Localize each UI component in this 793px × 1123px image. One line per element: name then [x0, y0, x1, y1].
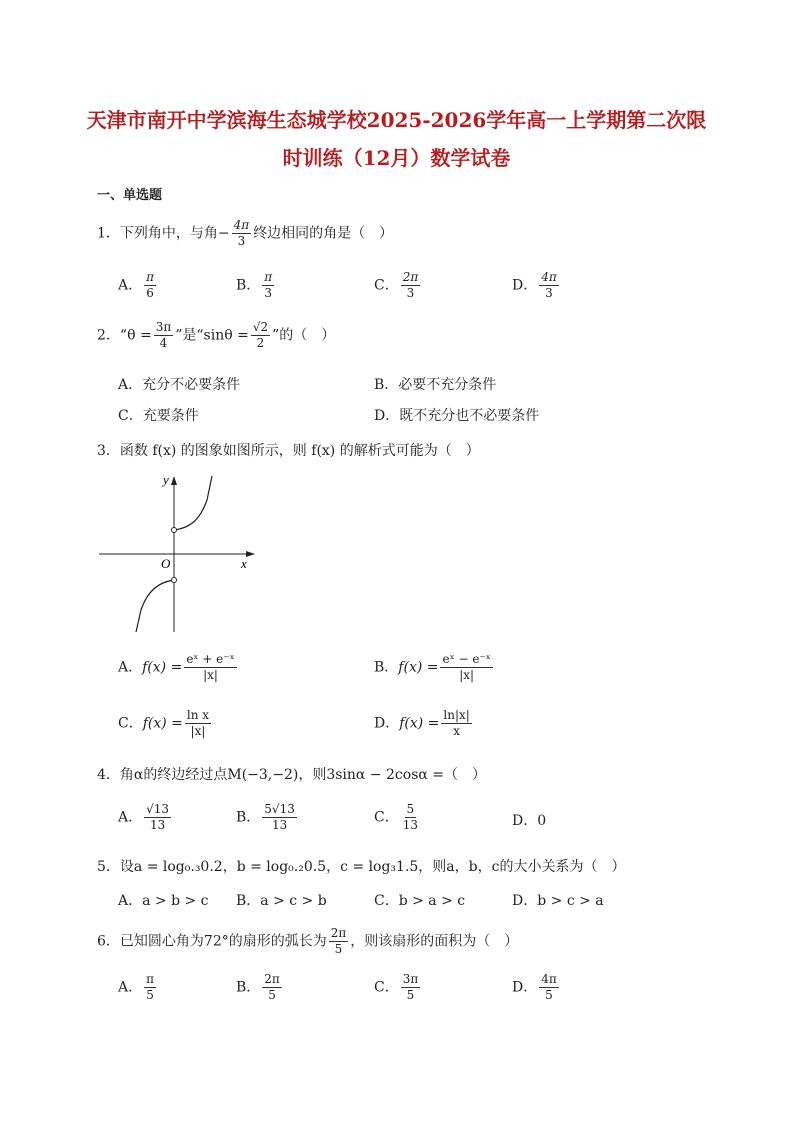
question-6-option-a[interactable]: A． $\frac{\pi}{5}$: [118, 972, 155, 1002]
question-3-option-a[interactable]: A．f(x) = $\frac{\text{eˣ + e⁻ˣ}}{|x|}$: [118, 652, 235, 682]
question-2-option-b[interactable]: B．必要不充分条件: [374, 377, 497, 393]
question-6-option-b[interactable]: B． $\frac{2\pi}{5}$: [236, 972, 280, 1002]
question-5-stem: 5．设a = log₀.₃0.2，b = log₀.₂0.5，c = log₃1.5，则a，b，c的大小关系为（ ）: [97, 859, 626, 875]
question-4-option-a[interactable]: A． $\frac{√13}{13}$: [118, 802, 170, 832]
x-axis-label: x: [241, 556, 247, 571]
question-5-option-b[interactable]: B．a > c > b: [236, 893, 327, 909]
x-axis-arrow: [246, 551, 255, 557]
question-6-stem: 6．已知圆心角为72°的扇形的弧长为 $\frac{2\pi}{5}$ ，则该扇形的面积为（ ）: [97, 926, 519, 956]
exam-title-line2: 时训练（12月）数学试卷: [282, 146, 511, 170]
curve-left-branch: [136, 580, 174, 632]
question-4-option-c[interactable]: C． $\frac{5}{13}$: [374, 802, 418, 832]
y-axis-label: y: [163, 472, 169, 487]
question-4-stem: 4．角α的终边经过点M(−3,−2)，则3sinα − 2cosα =（ ）: [97, 767, 487, 783]
question-1-option-b[interactable]: B． $\frac{\pi}{3}$: [236, 270, 273, 300]
question-6-option-c[interactable]: C． $\frac{3\pi}{5}$: [374, 972, 419, 1002]
question-1-stem: 1．下列角中，与角− $\frac{4\pi}{3}$ 终边相同的角是（ ）: [97, 218, 394, 248]
question-3-option-d[interactable]: D．f(x) = $\frac{\ln|x|}{x}$: [374, 708, 470, 738]
question-3-graph: [95, 470, 265, 640]
question-4-option-d[interactable]: D．0: [512, 813, 547, 829]
origin-label: O: [161, 556, 171, 571]
question-3-option-c[interactable]: C．f(x) = $\frac{\text{ln x}}{|x|}$: [118, 708, 210, 738]
question-5-option-c[interactable]: C．b > a > c: [374, 893, 466, 909]
question-1-option-c[interactable]: C． $\frac{2\pi}{3}$: [374, 270, 419, 300]
curve-right-branch: [174, 476, 212, 530]
question-2-option-d[interactable]: D．既不充分也不必要条件: [374, 408, 540, 424]
question-4-option-b[interactable]: B． $\frac{5√13}{13}$: [236, 802, 295, 832]
y-axis-arrow: [171, 476, 177, 485]
question-5-option-d[interactable]: D．b > c > a: [512, 893, 604, 909]
question-2-option-a[interactable]: A．充分不必要条件: [118, 377, 241, 393]
question-2-stem: 2．“θ = $\frac{3\pi}{4}$ ”是“sinθ = $\frac{√2}{2}$ ”的（ ）: [97, 320, 336, 350]
section-heading: 一、单选题: [97, 188, 163, 203]
open-point-upper: [172, 528, 177, 533]
exam-title-line1: 天津市南开中学滨海生态城学校2025-2026学年高一上学期第二次限: [86, 108, 707, 132]
question-3-stem: 3．函数 f(x) 的图象如图所示，则 f(x) 的解析式可能为（ ）: [97, 443, 480, 459]
open-point-lower: [172, 578, 177, 583]
question-5-option-a[interactable]: A．a > b > c: [118, 893, 209, 909]
question-3-option-b[interactable]: B．f(x) = $\frac{\text{eˣ − e⁻ˣ}}{|x|}$: [374, 652, 491, 682]
question-6-option-d[interactable]: D． $\frac{4\pi}{5}$: [512, 972, 557, 1002]
question-1-option-d[interactable]: D． $\frac{4\pi}{3}$: [512, 270, 557, 300]
question-1-option-a[interactable]: A． $\frac{\pi}{6}$: [118, 270, 155, 300]
question-2-option-c[interactable]: C．充要条件: [118, 408, 199, 424]
